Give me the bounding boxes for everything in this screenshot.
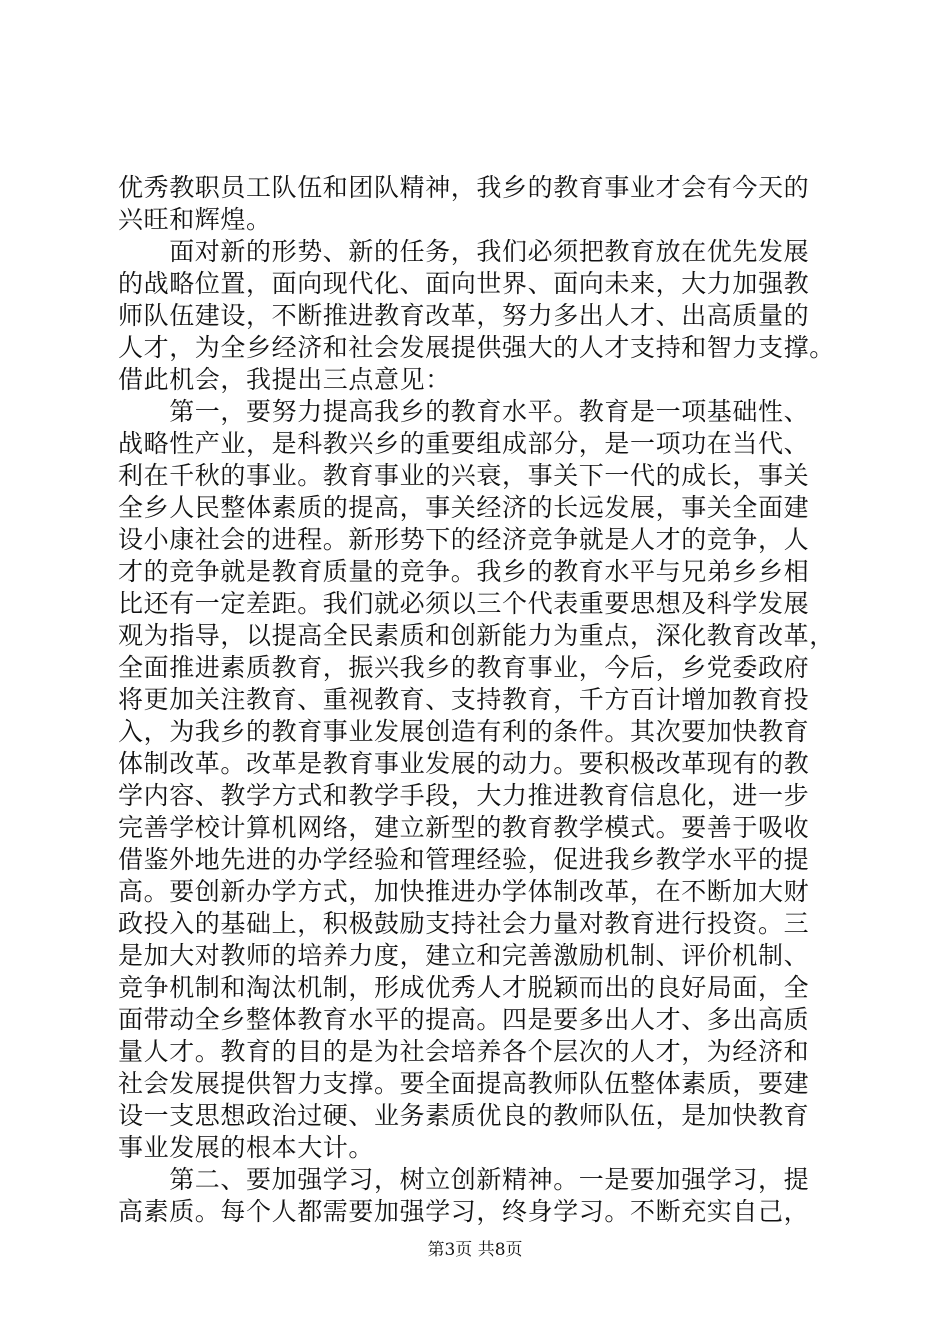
text-line: 面对新的形势、新的任务，我们必须把教育放在优先发展: [118, 237, 810, 266]
text-line: 才的竞争就是教育质量的竞争。我乡的教育水平与兄弟乡乡相: [118, 557, 810, 586]
text-line: 借此机会，我提出三点意见：: [118, 365, 451, 394]
text-line: 完善学校计算机网络，建立新型的教育教学模式。要善于吸收: [118, 813, 810, 842]
page-footer: [0, 1238, 950, 1262]
text-line: 的战略位置，面向现代化、面向世界、面向未来，大力加强教: [118, 269, 810, 298]
text-line: 面带动全乡整体教育水平的提高。四是要多出人才、多出高质: [118, 1005, 810, 1034]
text-line: 第一，要努力提高我乡的教育水平。教育是一项基础性、: [118, 397, 810, 426]
text-line: 事业发展的根本大计。: [118, 1133, 375, 1162]
text-line: 学内容、教学方式和教学手段，大力推进教育信息化，进一步: [118, 781, 810, 810]
text-line: 比还有一定差距。我们就必须以三个代表重要思想及科学发展: [118, 589, 810, 618]
text-line: 入，为我乡的教育事业发展创造有利的条件。其次要加快教育: [118, 717, 810, 746]
text-line: 是加大对教师的培养力度，建立和完善激励机制、评价机制、: [118, 941, 810, 970]
text-line: 量人才。教育的目的是为社会培养各个层次的人才，为经济和: [118, 1037, 810, 1066]
text-line: 社会发展提供智力支撑。要全面提高教师队伍整体素质，要建: [118, 1069, 810, 1098]
text-line: 设一支思想政治过硬、业务素质优良的教师队伍，是加快教育: [118, 1101, 810, 1130]
text-line: 高素质。每个人都需要加强学习，终身学习。不断充实自己，: [118, 1197, 810, 1226]
text-line: 借鉴外地先进的办学经验和管理经验，促进我乡教学水平的提: [118, 845, 810, 874]
text-line: 政投入的基础上，积极鼓励支持社会力量对教育进行投资。三: [118, 909, 810, 938]
text-line: 战略性产业，是科教兴乡的重要组成部分，是一项功在当代、: [118, 429, 810, 458]
text-line: 体制改革。改革是教育事业发展的动力。要积极改革现有的教: [118, 749, 810, 778]
text-line: 师队伍建设，不断推进教育改革，努力多出人才、出高质量的: [118, 301, 810, 330]
text-line: 观为指导，以提高全民素质和创新能力为重点，深化教育改革，: [118, 621, 835, 650]
text-line: 高。要创新办学方式，加快推进办学体制改革，在不断加大财: [118, 877, 810, 906]
text-line: 第二、要加强学习，树立创新精神。一是要加强学习，提: [118, 1165, 810, 1194]
text-line: 兴旺和辉煌。: [118, 205, 272, 234]
body-text: [118, 172, 838, 1228]
text-line: 利在千秋的事业。教育事业的兴衰，事关下一代的成长，事关: [118, 461, 810, 490]
text-line: 全乡人民整体素质的提高，事关经济的长远发展，事关全面建: [118, 493, 810, 522]
text-line: 人才，为全乡经济和社会发展提供强大的人才支持和智力支撑。: [118, 333, 835, 362]
text-line: 将更加关注教育、重视教育、支持教育，千方百计增加教育投: [118, 685, 810, 714]
text-line: 优秀教职员工队伍和团队精神，我乡的教育事业才会有今天的: [118, 173, 810, 202]
text-line: 设小康社会的进程。新形势下的经济竞争就是人才的竞争，人: [118, 525, 810, 554]
page-number-label: 第3页 共8页: [427, 1240, 523, 1260]
text-line: 竞争机制和淘汰机制，形成优秀人才脱颖而出的良好局面，全: [118, 973, 810, 1002]
text-line: 全面推进素质教育，振兴我乡的教育事业，今后，乡党委政府: [118, 653, 810, 682]
